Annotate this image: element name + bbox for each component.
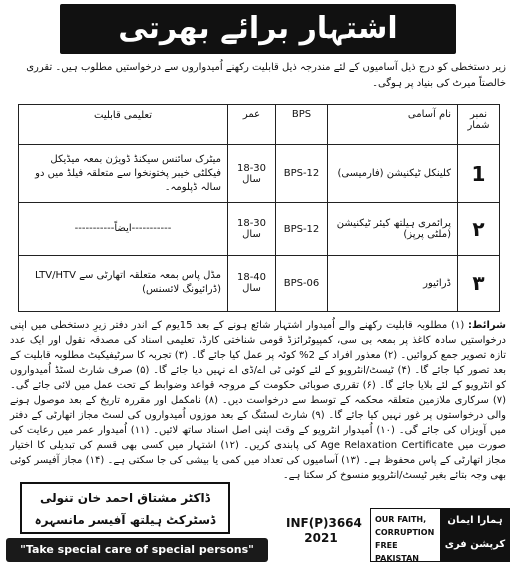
row-age: 18-30 سال [228,145,276,203]
row-age: 18-30 سال [228,203,276,255]
table-row [19,145,500,203]
officer-designation: ڈسٹرکٹ ہیلتھ آفیسر مانسہرہ [34,513,216,527]
row-age: 18-40 سال [228,255,276,311]
inf-number: INF(P)3664 [286,516,362,530]
row-post-name: ڈرائیور [328,255,458,311]
header-bps: BPS [276,105,328,145]
logo-urdu-bottom: کرپشن فری پاکستان [444,539,506,574]
officer-name: ڈاکٹر مشتاق احمد خان تنولی [40,491,210,505]
row-qualification: -----------ایضاً----------- [19,203,228,255]
motto-banner: "Take special care of special persons" [6,538,268,562]
logo-urdu-top: ہمارا ایمان [447,515,503,526]
conditions-section [10,318,507,481]
header-qualification: تعلیمی قابلیت [19,105,228,145]
logo-line-3: FREE PAKISTAN [375,541,419,563]
ad-title: اشتہار برائے بھرتی [60,4,456,54]
logo-english-text [371,509,441,561]
header-serial: نمبر شمار [458,105,500,145]
row-qualification: میٹرک سائنس سیکنڈ ڈویژن بمعہ میڈیکل فیکلٹی خیبر پختونخوا سے متعلقہ فیلڈ میں دو سالہ ڈپلومہ۔ [19,145,228,203]
row-serial: ۲ [458,203,500,255]
logo-line-2: CORRUPTION [375,528,435,537]
signature-box [20,482,230,534]
logo-urdu-text [441,509,509,574]
table-header-row [19,105,500,145]
row-serial: ۳ [458,255,500,311]
row-post-name: پرائمری ہیلتھ کیئر ٹیکنیشن (ملٹی پرپز) [328,203,458,255]
row-qualification: مڈل پاس بمعہ متعلقہ اتھارٹی سے LTV/HTV (ڈرائیونگ لائسنس) [19,255,228,311]
row-bps: BPS-06 [276,255,328,311]
inf-year: 2021 [304,531,338,545]
row-bps: BPS-12 [276,145,328,203]
intro-text: زیر دستخطی کو درج ذیل آسامیوں کے لئے مندرجہ ذیل قابلیت رکھنے اُمیدواروں سے درخواستیں مطلوب ہیں۔ تقرری خالصتاً میرٹ کی بنیاد پر ہوگی۔ [26,62,506,89]
row-serial: 1 [458,145,500,203]
table-row [19,203,500,255]
logo-line-1: OUR FAITH, [375,515,427,524]
header-post-name: نام آسامی [328,105,458,145]
anti-corruption-logo [370,508,510,574]
row-post-name: کلینکل ٹیکنیشن (فارمیسی) [328,145,458,203]
header-age: عمر [228,105,276,145]
conditions-text: (۱) مطلوبہ قابلیت رکھنے والے اُمیدوار اشتہار شائع ہونے کے بعد 15یوم کے اندر دفتر زیرِ دستخطی میں اپنی درخواستیں سادہ کاغذ پر بمعہ بی سی، کمپیوٹرائزڈ قومی شناختی کارڈ، تعلیمی اسناد کی مصدقہ نقول اور ایک عدد تازہ تصویر جمع کروائیں۔ (۲) معذور افراد کے 2% کوٹہ پر عمل کیا جائے گا۔ (۳) تجربہ کا سرٹیفیکیٹ مطلوبہ قابلیت کے بعد تصور کیا جائے گا۔ (۴) ٹیسٹ/انٹرویو کے لئے کوئی ٹی اے/ڈی اے نہیں دیا جائے گا۔ (۵) صرف شارٹ لسٹڈ اُمیدواروں کو انٹرویو کے لئے بلایا جائے گا۔ (۶) تقرری صوبائی حکومت کے مروجہ قواعد وضوابط کے تحت عمل میں لائی جائے گی۔ (۷) سرکاری ملازمین متعلقہ محکمہ کے توسط سے درخواست دیں۔ (۸) نامکمل اور مقررہ تاریخ کے بعد موصول ہونے والی درخواستوں پر غور نہیں کیا جائے گا۔ (۹) شارٹ لسٹنگ کے بعد موزوں اُمیدواروں کی لسٹ مجاز اتھارٹی کے دفتر میں آویزاں کی جائے گی۔ (۱۰) اُمیدوار انٹرویو کے وقت اپنی اصل اسناد ساتھ لائیں۔ (۱۱) اُمیدوار عمر میں رعایت کی صورت میں Age Relaxation Certificate کی پابندی کریں۔ (۱۲) اشتہار میں کسی بھی قسم کی تبدیلی کا اختیار مجاز اتھارٹی کے پاس محفوظ ہے۔ (۱۳) آسامیوں کی تعداد میں کمی یا بیشی کی جا سکتی ہے۔ (۱۴) مجاز آفیسر کوئی بھی وجہ بتائے بغیر ٹیسٹ/انٹرویو منسوخ کر سکتا ہے۔ [10,320,507,481]
table-row [19,255,500,311]
jobs-table [18,104,500,312]
conditions-heading: شرائط: [468,320,506,331]
row-bps: BPS-12 [276,203,328,255]
inf-reference [286,516,362,546]
